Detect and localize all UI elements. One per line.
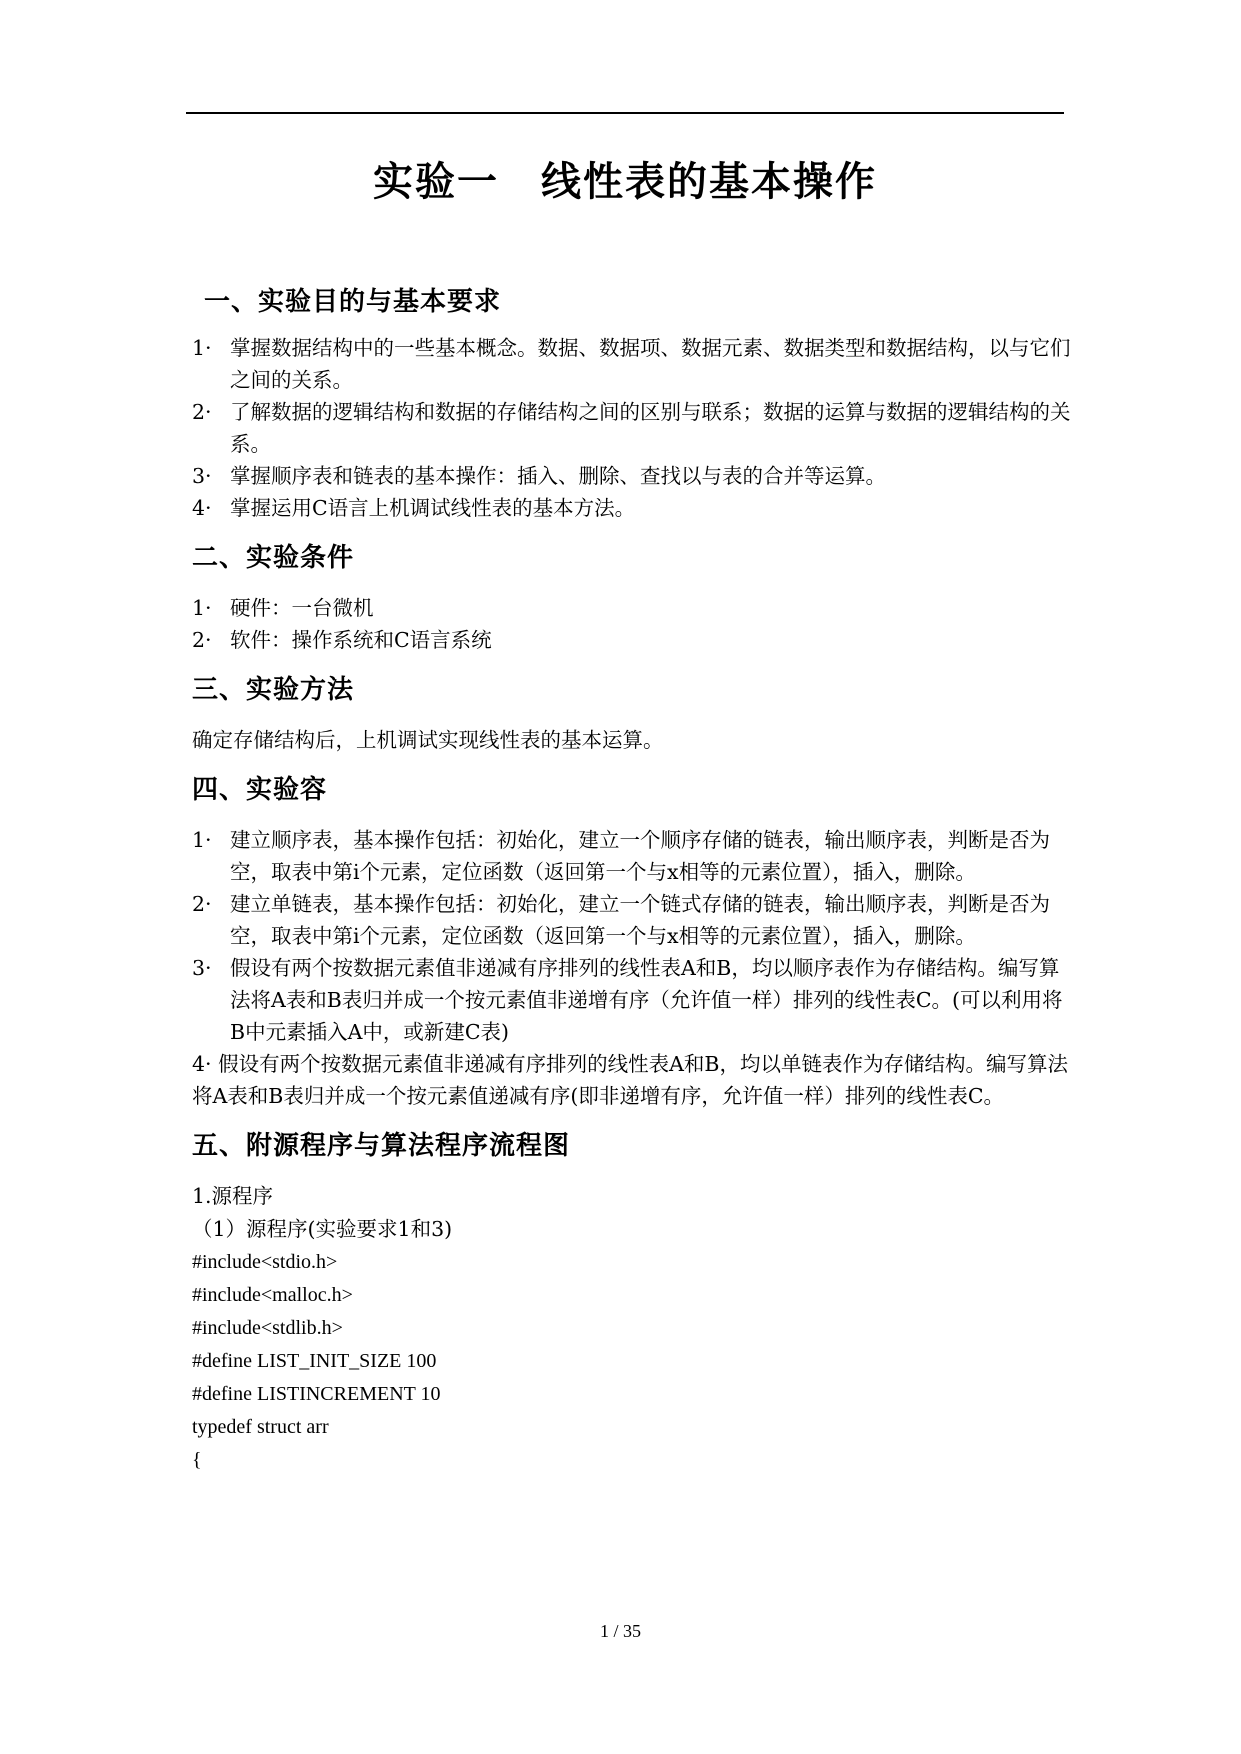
code-line: #define LISTINCREMENT 10 bbox=[192, 1383, 441, 1405]
code-line: #include<stdio.h> bbox=[192, 1251, 338, 1273]
section-heading-source: 五、附源程序与算法程序流程图 bbox=[192, 1131, 571, 1161]
list-item: 1· 建立顺序表，基本操作包括：初始化，建立一个顺序存储的链表，输出顺序表，判断是否为空，取表中第i个元素，定位函数（返回第一个与x相等的元素位置），插入，删除。 bbox=[192, 828, 1050, 884]
list-item-4-paragraph: 4· 假设有两个按数据元素值非递减有序排列的线性表A和B，均以单链表作为存储结构。编写算法将A表和B表归并成一个按元素值递减有序(即非递增有序，允许值一样）排列的线性表C。 bbox=[192, 1052, 1068, 1108]
list-item: 2· 建立单链表，基本操作包括：初始化，建立一个链式存储的链表，输出顺序表，判断是否为空，取表中第i个元素，定位函数（返回第一个与x相等的元素位置），插入，删除。 bbox=[192, 892, 1050, 948]
objectives-list bbox=[192, 332, 1072, 524]
code-line: #include<stdlib.h> bbox=[192, 1317, 343, 1339]
list-item: 3· 假设有两个按数据元素值非递减有序排列的线性表A和B，均以顺序表作为存储结构。编写算法将A表和B表归并成一个按元素值非递增有序（允许值一样）排列的线性表C。(可以利用将B中元素插入A中，或新建C表) bbox=[192, 956, 1063, 1044]
conditions-list bbox=[192, 592, 1072, 656]
code-line: typedef struct arr bbox=[192, 1416, 329, 1438]
list-item: 3· 掌握顺序表和链表的基本操作：插入、删除、查找以与表的合并等运算。 bbox=[192, 464, 886, 488]
document-body bbox=[192, 282, 1072, 1477]
code-line: #include<malloc.h> bbox=[192, 1284, 353, 1306]
list-item: 1· 掌握数据结构中的一些基本概念。数据、数据项、数据元素、数据类型和数据结构，以与它们之间的关系。 bbox=[192, 336, 1071, 392]
section-heading-method: 三、实验方法 bbox=[192, 675, 355, 705]
section-heading-objectives: 一、实验目的与基本要求 bbox=[204, 287, 502, 317]
section-heading-conditions: 二、实验条件 bbox=[192, 543, 355, 573]
section-heading-content: 四、实验容 bbox=[192, 775, 328, 805]
code-line: #define LIST_INIT_SIZE 100 bbox=[192, 1350, 437, 1372]
source-title: 1.源程序 bbox=[192, 1184, 274, 1208]
page-title: 实验一 线性表的基本操作 bbox=[373, 158, 877, 205]
method-paragraph: 确定存储结构后，上机调试实现线性表的基本运算。 bbox=[192, 728, 664, 752]
page-number: 1 / 35 bbox=[599, 1621, 641, 1641]
list-item: 2· 软件：操作系统和C语言系统 bbox=[192, 628, 492, 652]
source-subtitle: （1）源程序(实验要求1和3) bbox=[192, 1217, 453, 1241]
list-item: 4· 掌握运用C语言上机调试线性表的基本方法。 bbox=[192, 496, 636, 520]
code-block bbox=[192, 1246, 1072, 1477]
header-rule bbox=[186, 112, 1064, 114]
list-item: 1· 硬件：一台微机 bbox=[192, 596, 374, 620]
content-list bbox=[192, 824, 1072, 1112]
code-line: { bbox=[192, 1449, 202, 1471]
list-item: 2· 了解数据的逻辑结构和数据的存储结构之间的区别与联系；数据的运算与数据的逻辑结构的关系。 bbox=[192, 400, 1071, 456]
